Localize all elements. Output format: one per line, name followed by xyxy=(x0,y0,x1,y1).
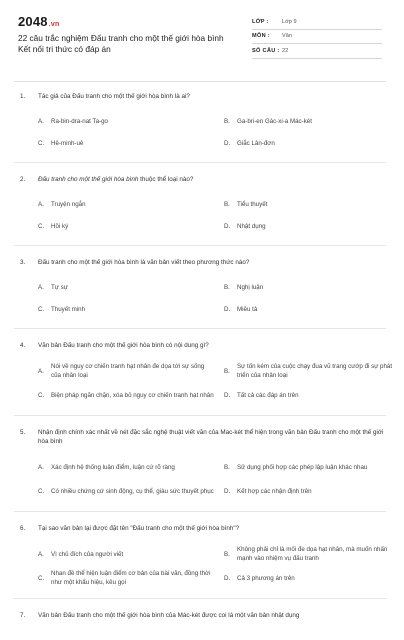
answer-options xyxy=(14,542,386,590)
question-number: 3. xyxy=(20,259,26,266)
site-logo[interactable]: 2048.vn xyxy=(18,14,60,29)
question-text: Tác giả của Đấu tranh cho một thế giới hòa bình là ai? xyxy=(38,93,190,100)
option-a[interactable]: A. Tự sự xyxy=(38,283,68,291)
question-6 xyxy=(14,524,386,599)
option-c[interactable]: C. Có nhiều chứng cứ sinh động, cụ thể, giàu sức thuyết phục xyxy=(38,487,214,495)
meta-row-count: SỐ CÂU : 22 xyxy=(252,44,382,59)
option-d[interactable]: D. Giắc Lân-đơn xyxy=(224,139,275,147)
question-text: Đấu tranh cho một thế giới hòa bình thuộc thể loại nào? xyxy=(38,176,194,183)
option-c[interactable]: C. Hồi ký xyxy=(38,222,69,230)
question-number: 7. xyxy=(20,612,26,619)
question-number: 1. xyxy=(20,93,26,100)
document-header xyxy=(14,12,386,67)
question-number: 4. xyxy=(20,342,26,349)
option-b[interactable]: B. Tiểu thuyết xyxy=(224,200,268,208)
answer-options xyxy=(14,276,386,320)
question-list xyxy=(14,92,393,640)
option-c[interactable]: C. Nhan đề thể hiện luận điểm cơ bản của bài văn, đồng thời như một khẩu hiệu, kêu gọi xyxy=(38,570,211,586)
question-3 xyxy=(14,258,386,329)
option-d[interactable]: D. Cả 3 phương án trên xyxy=(224,574,295,582)
option-b[interactable]: B. Sự tốn kém của cuộc chạy đua vũ trang cướp đi sự phát triển của nhân loại xyxy=(224,363,393,379)
question-2 xyxy=(14,175,386,246)
option-b[interactable]: B. Ga-bri-en Gác-xi-a Mác-két xyxy=(224,117,312,125)
option-d[interactable]: D. Nhật dụng xyxy=(224,222,266,230)
option-b[interactable]: B. Sử dụng phối hợp các phép lập luận khác nhau xyxy=(224,463,368,471)
question-4 xyxy=(14,341,393,416)
meta-row-subject: MÔN : Văn xyxy=(252,30,382,45)
option-c[interactable]: C. Biện pháp ngăn chặn, xóa bỏ nguy cơ chiến tranh hạt nhân xyxy=(38,391,214,399)
answer-options xyxy=(14,110,386,154)
question-text: Tại sao văn bản lại được đặt tên "Đấu tranh cho một thế giới hòa bình"? xyxy=(38,525,240,532)
option-b[interactable]: B. Không phải chỉ là mối đe dọa hạt nhân, mà muốn nhấn mạnh vào nhiệm vụ đấu tranh xyxy=(224,546,388,562)
document-meta xyxy=(252,15,382,59)
option-a[interactable]: A. Xác định hệ thống luận điểm, luận cứ rõ ràng xyxy=(38,463,175,471)
question-5 xyxy=(14,428,386,512)
question-number: 6. xyxy=(20,525,26,532)
question-1 xyxy=(14,92,386,163)
header-divider xyxy=(14,81,386,82)
option-d[interactable]: D. Kết hợp các nhận định trên xyxy=(224,487,312,495)
option-c[interactable]: C. Thuyết minh xyxy=(38,305,86,313)
option-c[interactable]: C. Hê-minh-uê xyxy=(38,139,84,147)
meta-row-grade: LỚP : Lớp 9 xyxy=(252,15,382,30)
option-a[interactable]: A. Ra-bin-dra-nat Ta-go xyxy=(38,117,108,125)
question-text: Văn bản Đấu tranh cho một thế giới hòa bình của Mác-két được coi là một văn bản nhật dụng xyxy=(38,612,300,619)
question-number: 5. xyxy=(20,429,26,436)
question-text: Văn bản Đấu tranh cho một thế giới hòa bình có nội dung gì? xyxy=(38,342,209,349)
question-text: Nhận định chính xác nhất về nét đặc sắc nghệ thuật viết văn của Mac-két thể hiện trong văn bản Đấu tranh cho một thế giới hòa bình xyxy=(38,429,384,445)
document-page xyxy=(14,12,393,619)
option-b[interactable]: B. Nghị luận xyxy=(224,283,264,291)
answer-options xyxy=(14,455,386,503)
question-text: Đấu tranh cho một thế giới hòa bình là văn bản viết theo phương thức nào? xyxy=(38,259,250,266)
option-a[interactable]: A. Truyện ngắn xyxy=(38,200,86,208)
answer-options xyxy=(14,359,393,407)
answer-options xyxy=(14,193,386,237)
document-title: 22 câu trắc nghiệm Đấu tranh cho một thế giới hòa bình Kết nối tri thức có đáp án xyxy=(18,33,224,54)
option-a[interactable]: A. Vì chủ đích của người viết xyxy=(38,550,124,558)
option-d[interactable]: D. Miêu tả xyxy=(224,305,258,313)
option-a[interactable]: A. Nói về nguy cơ chiến tranh hạt nhân đe dọa tới sự sống của nhân loại xyxy=(38,363,205,379)
option-d[interactable]: D. Tất cả các đáp án trên xyxy=(224,391,299,399)
question-7 xyxy=(14,611,386,628)
question-number: 2. xyxy=(20,176,26,183)
